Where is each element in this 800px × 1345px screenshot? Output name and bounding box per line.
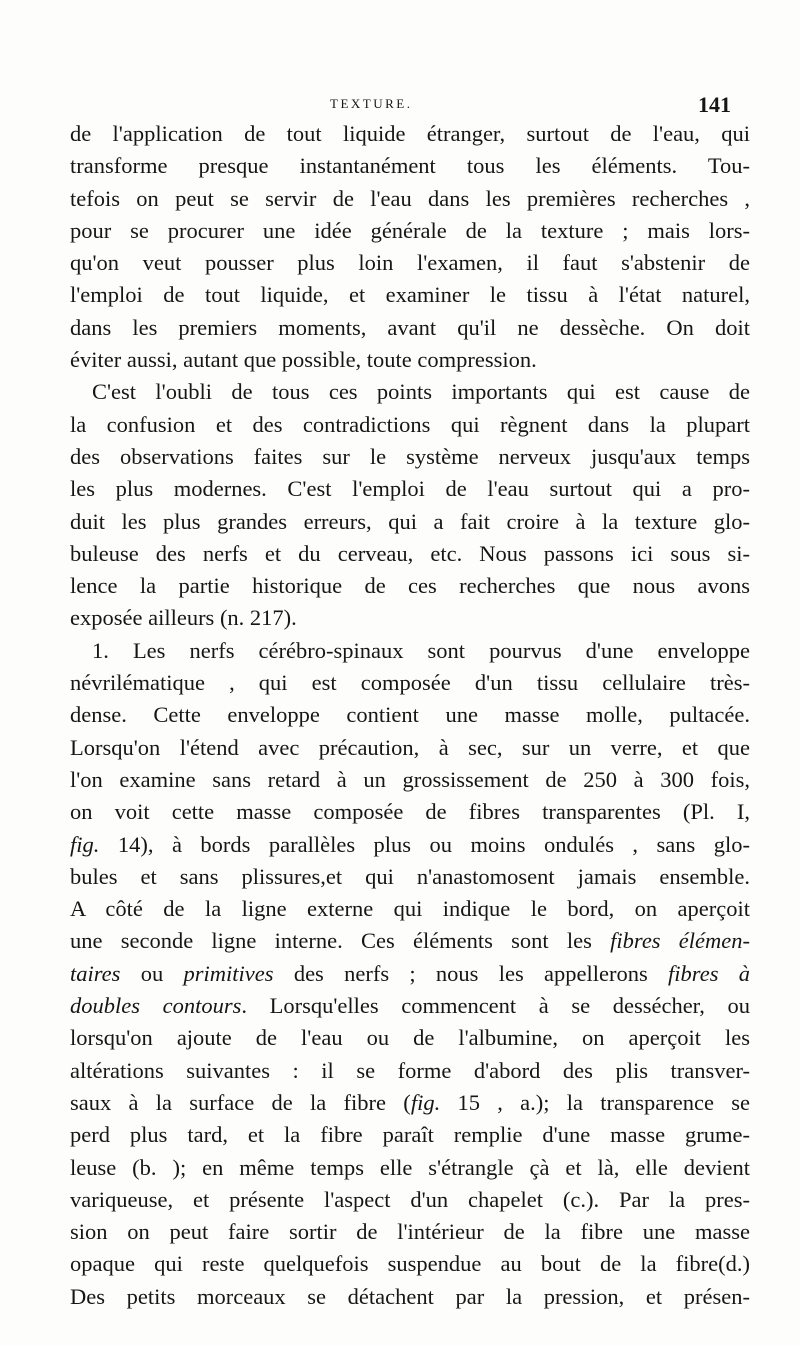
primitives-mid-2: des nerfs ; nous les appellerons xyxy=(273,960,669,986)
text-line: buleuse des nerfs et du cerveau, etc. Nous passons ici sous si- xyxy=(70,540,750,566)
paragraph-1 xyxy=(70,118,750,376)
page-number: 141 xyxy=(698,92,731,117)
text-line: opaque qui reste quelquefois suspendue au bout de la fibre(d.) xyxy=(70,1251,750,1277)
text-line: l'emploi de tout liquide, et examiner le tissu à l'état naturel, xyxy=(70,282,750,308)
text-line: perd plus tard, et la fibre paraît remplie d'une masse grume- xyxy=(70,1122,750,1148)
fig-line-rest: 14), à bords parallèles plus ou moins ondulés , sans glo- xyxy=(99,831,750,857)
text-line: on voit cette masse composée de fibres transparentes (Pl. I, xyxy=(70,799,750,825)
term-fibres-a: fibres à xyxy=(668,960,750,986)
text-line-primitives xyxy=(70,958,750,990)
text-line: sion on peut faire sortir de l'intérieur de la fibre une masse xyxy=(70,1219,750,1245)
text-line: l'on examine sans retard à un grossissement de 250 à 300 fois, xyxy=(70,766,750,792)
text-line: pour se procurer une idée générale de la texture ; mais lors- xyxy=(70,217,750,243)
text-line: la confusion et des contradictions qui règnent dans la plupart xyxy=(70,411,750,437)
text-line: C'est l'oubli de tous ces points importants qui est cause de xyxy=(92,379,750,405)
text-line: leuse (b. ); en même temps elle s'étrangle çà et là, elle devient xyxy=(70,1154,750,1180)
text-line: bules et sans plissures,et qui n'anastomosent jamais ensemble. xyxy=(70,863,750,889)
text-line: 1. Les nerfs cérébro-spinaux sont pourvus d'une enveloppe xyxy=(92,637,750,663)
paragraph-3 xyxy=(70,635,750,1313)
text-line: Des petits morceaux se détachent par la pression, et présen- xyxy=(70,1283,750,1309)
text-line: névrilématique , qui est composée d'un tissu cellulaire très- xyxy=(70,670,750,696)
text-line: A côté de la ligne externe qui indique le bord, on aperçoit xyxy=(70,896,750,922)
text-line: altérations suivantes : il se forme d'abord des plis transver- xyxy=(70,1057,750,1083)
fig15-line-after: 15 , a.); la transparence se xyxy=(440,1089,751,1115)
text-line: variqueuse, et présente l'aspect d'un chapelet (c.). Par la pres- xyxy=(70,1186,750,1212)
running-head xyxy=(0,92,800,120)
text-line: transforme presque instantanément tous les éléments. Tou- xyxy=(70,153,750,179)
doubles-line-after: . Lorsqu'elles commencent à se dessécher, ou xyxy=(241,993,750,1019)
fig-ref: fig. xyxy=(70,831,100,857)
text-line: qu'on veut pousser plus loin l'examen, il faut s'abstenir de xyxy=(70,250,750,276)
term-primitives: primitives xyxy=(183,960,274,986)
text-line: lence la partie historique de ces recherches que nous avons xyxy=(70,573,750,599)
text-line: de l'application de tout liquide étranger, surtout de l'eau, qui xyxy=(70,121,750,146)
text-line: lorsqu'on ajoute de l'eau ou de l'albumine, on aperçoit les xyxy=(70,1025,750,1051)
paragraph-2 xyxy=(70,376,750,634)
fig15-line-before: saux à la surface de la fibre ( xyxy=(70,1089,411,1115)
text-line-fig14 xyxy=(70,829,750,861)
fibres-line-before: une seconde ligne interne. Ces éléments sont les xyxy=(70,928,611,954)
text-line: Lorsqu'on l'étend avec précaution, à sec, sur un verre, et que xyxy=(70,734,750,760)
term-taires: taires xyxy=(70,960,121,986)
text-line: des observations faites sur le système nerveux jusqu'aux temps xyxy=(70,443,750,469)
primitives-mid-1: ou xyxy=(120,960,184,986)
text-line: exposée ailleurs (n. 217). xyxy=(70,605,297,631)
text-line: les plus modernes. C'est l'emploi de l'eau surtout qui a pro- xyxy=(70,476,750,502)
text-line-fig15 xyxy=(70,1087,750,1119)
text-line: dense. Cette enveloppe contient une masse molle, pultacée. xyxy=(70,702,750,728)
text-line: duit les plus grandes erreurs, qui a fait croire à la texture glo- xyxy=(70,508,750,534)
text-line: éviter aussi, autant que possible, toute compression. xyxy=(70,347,537,373)
fibres-term: fibres élémen- xyxy=(610,928,750,954)
running-title: TEXTURE. xyxy=(330,96,413,111)
text-line-fibres xyxy=(70,925,750,957)
body-text xyxy=(70,118,750,1313)
fig-ref: fig. xyxy=(410,1089,441,1115)
term-doubles-contours: doubles contours xyxy=(70,993,242,1019)
text-line: dans les premiers moments, avant qu'il ne dessèche. On doit xyxy=(70,314,750,340)
text-line: tefois on peut se servir de l'eau dans les premières recherches , xyxy=(70,185,750,211)
text-line-doubles xyxy=(70,990,750,1022)
